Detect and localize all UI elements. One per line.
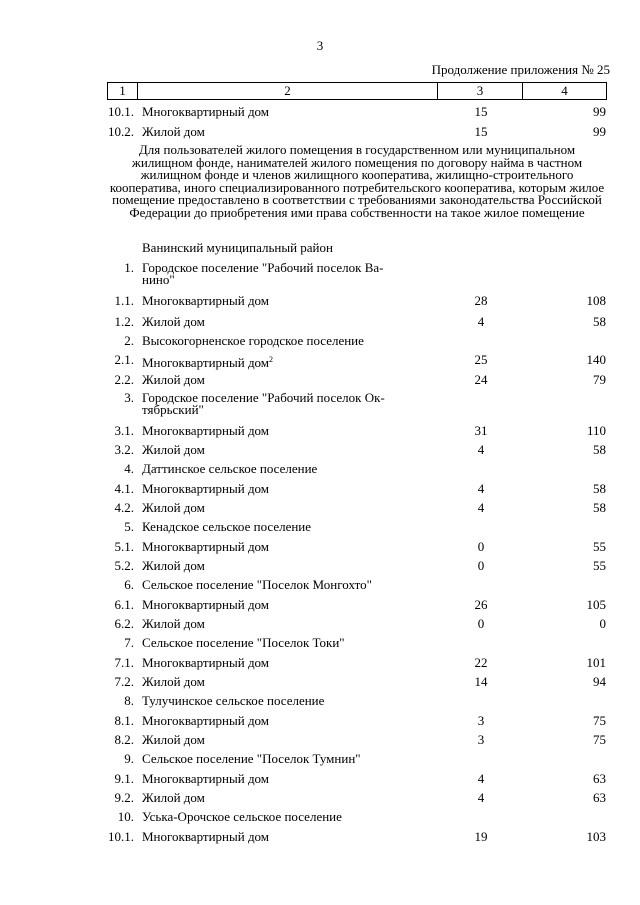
table-row: [0, 770, 640, 787]
row-col-4: 99: [593, 104, 606, 119]
row-number: 2.1.: [114, 352, 134, 367]
settlement-number: 7.: [124, 635, 134, 650]
header-col-4: 4: [561, 83, 568, 98]
row-col-4: 0: [599, 616, 606, 631]
table-row: [0, 441, 640, 458]
settlement-name: Сельское поселение "Поселок Монгохто": [142, 577, 372, 592]
settlement-number: 3.: [124, 390, 134, 405]
settlement-name: Высокогорненское городское поселение: [142, 333, 364, 348]
row-col-4: 79: [593, 372, 606, 387]
row-name: Жилой дом: [142, 372, 205, 387]
header-col-3: 3: [438, 83, 523, 99]
row-number: 5.2.: [114, 558, 134, 573]
row-name: Жилой дом: [142, 616, 205, 631]
row-col-3: 0: [477, 616, 485, 631]
row-number: 9.2.: [114, 790, 134, 805]
row-number: 7.2.: [114, 674, 134, 689]
settlement-number: 2.: [124, 333, 134, 348]
row-col-3: 4: [477, 790, 485, 805]
row-col-3: 19: [474, 829, 488, 844]
row-col-3: 14: [474, 674, 488, 689]
row-number: 4.1.: [114, 481, 134, 496]
settlement-number: 9.: [124, 751, 134, 766]
row-col-4: 75: [593, 732, 606, 747]
table-row: [0, 499, 640, 516]
settlement-number: 10.: [117, 809, 134, 824]
table-row: [0, 596, 640, 613]
row-col-3: 26: [474, 597, 488, 612]
row-number: 9.1.: [114, 771, 134, 786]
row-col-4: 63: [593, 790, 606, 805]
row-col-4: 140: [586, 352, 606, 367]
intro-paragraph: Для пользователей жилого помещения в государственном или муниципальном жилищном фонде, нанимателей жилого помещения по договору найма в частном жилищном фонде и членов жилищного кооператива, жилищно-строительного кооператива, иного специализированного потребительского кооператива, которым жилое помещение предоставлено в соответствии с требованиями законодательства Российской Федерации до приобретения ими права собственности на такое жилое помещение: [109, 142, 605, 220]
row-number: 1.2.: [114, 314, 134, 329]
row-name: Жилой дом: [142, 314, 205, 329]
row-number: 3.1.: [114, 423, 134, 438]
header-col-1: 1: [108, 83, 138, 99]
row-col-4: 58: [593, 314, 606, 329]
row-col-4: 103: [586, 829, 606, 844]
row-col-3: 15: [474, 124, 488, 139]
table-row: [0, 292, 640, 309]
settlement-heading: [0, 518, 640, 535]
row-col-3: 24: [474, 372, 488, 387]
row-col-4: 75: [593, 713, 606, 728]
row-number: 8.2.: [114, 732, 134, 747]
settlement-heading: [0, 460, 640, 477]
settlement-heading: [0, 750, 640, 767]
settlement-name: Даттинское сельское поселение: [142, 461, 318, 476]
table-row: [0, 538, 640, 555]
footnote-mark: 2: [269, 355, 274, 364]
table-row: [0, 828, 640, 845]
row-name: Многоквартирный дом: [142, 655, 270, 670]
row-number: 3.2.: [114, 442, 134, 457]
table-row: [0, 123, 640, 140]
table-header: [107, 82, 607, 100]
table-row: [0, 731, 640, 748]
district-title: Ванинский муниципальный район: [142, 240, 333, 255]
row-number: 5.1.: [114, 539, 134, 554]
settlement-name: Кенадское сельское поселение: [142, 519, 312, 534]
row-number: 10.1.: [108, 104, 134, 119]
row-col-3: 3: [477, 732, 485, 747]
row-number: 10.2.: [108, 124, 134, 139]
row-name: Многоквартирный дом$^2$: [142, 355, 274, 370]
table-row: [0, 422, 640, 439]
row-col-4: 58: [593, 442, 606, 457]
row-name: Многоквартирный дом: [142, 829, 270, 844]
table-row: [0, 654, 640, 671]
table-row: [0, 103, 640, 120]
row-name: Жилой дом: [142, 124, 205, 139]
table-row: [0, 480, 640, 497]
settlement-number: 8.: [124, 693, 134, 708]
row-col-3: 4: [477, 314, 485, 329]
row-number: 10.1.: [108, 829, 134, 844]
row-col-3: 4: [477, 442, 485, 457]
settlement-number: 4.: [124, 461, 134, 476]
table-row: [0, 712, 640, 729]
row-number: 4.2.: [114, 500, 134, 515]
row-name: Многоквартирный дом: [142, 713, 270, 728]
row-col-3: 4: [477, 500, 485, 515]
settlement-number: 1.: [124, 260, 134, 275]
settlement-name: Городское поселение "Рабочий поселок Ок- тябрьский": [142, 390, 385, 417]
row-col-3: 3: [477, 713, 485, 728]
row-name: Многоквартирный дом: [142, 771, 270, 786]
settlement-heading: [0, 634, 640, 651]
settlement-number: 6.: [124, 577, 134, 592]
row-col-4: 55: [593, 539, 606, 554]
table-row: [0, 371, 640, 388]
header-col-2: 2: [138, 83, 438, 99]
row-name: Многоквартирный дом: [142, 293, 270, 308]
row-name: Многоквартирный дом: [142, 539, 270, 554]
settlement-heading: [0, 808, 640, 825]
row-col-3: 28: [474, 293, 488, 308]
row-col-4: 108: [586, 293, 606, 308]
settlement-name: Городское поселение "Рабочий поселок Ва- нино": [142, 260, 384, 287]
row-col-4: 63: [593, 771, 606, 786]
row-col-4: 99: [593, 124, 606, 139]
table-row: [0, 789, 640, 806]
row-name: Многоквартирный дом: [142, 104, 270, 119]
row-name: Многоквартирный дом: [142, 481, 270, 496]
settlement-heading: [0, 692, 640, 709]
row-col-3: 22: [474, 655, 488, 670]
row-col-3: 31: [474, 423, 488, 438]
page-number: 3: [316, 38, 324, 53]
row-col-3: 0: [477, 539, 485, 554]
row-col-3: 4: [477, 481, 485, 496]
row-number: 7.1.: [114, 655, 134, 670]
row-col-3: 15: [474, 104, 488, 119]
table-row: [0, 557, 640, 574]
table-row: [0, 615, 640, 632]
settlement-number: 5.: [124, 519, 134, 534]
row-col-4: 110: [586, 423, 606, 438]
settlement-name: Сельское поселение "Поселок Тумнин": [142, 751, 361, 766]
row-col-3: 4: [477, 771, 485, 786]
row-number: 6.2.: [114, 616, 134, 631]
table-row: [0, 313, 640, 330]
table-row: [0, 351, 640, 368]
settlement-heading: [0, 260, 640, 287]
row-col-3: 25: [474, 352, 488, 367]
row-name: Жилой дом: [142, 674, 205, 689]
row-col-4: 55: [593, 558, 606, 573]
row-name: Многоквартирный дом: [142, 423, 270, 438]
settlement-heading: [0, 390, 640, 417]
settlement-heading: [0, 576, 640, 593]
row-col-4: 58: [593, 481, 606, 496]
settlement-name: Сельское поселение "Поселок Токи": [142, 635, 345, 650]
row-name: Жилой дом: [142, 790, 205, 805]
settlement-heading: [0, 332, 640, 349]
row-name: Жилой дом: [142, 500, 205, 515]
row-col-4: 105: [586, 597, 606, 612]
row-number: 6.1.: [114, 597, 134, 612]
row-number: 2.2.: [114, 372, 134, 387]
row-col-4: 58: [593, 500, 606, 515]
row-col-4: 94: [593, 674, 606, 689]
settlement-name: Уська-Орочское сельское поселение: [142, 809, 342, 824]
settlement-name: Тулучинское сельское поселение: [142, 693, 325, 708]
row-name: Жилой дом: [142, 442, 205, 457]
row-name: Многоквартирный дом: [142, 597, 270, 612]
row-col-4: 101: [586, 655, 606, 670]
continuation-label: Продолжение приложения № 25: [431, 62, 610, 77]
row-number: 8.1.: [114, 713, 134, 728]
table-row: [0, 673, 640, 690]
row-name: Жилой дом: [142, 558, 205, 573]
row-name: Жилой дом: [142, 732, 205, 747]
row-col-3: 0: [477, 558, 485, 573]
row-number: 1.1.: [114, 293, 134, 308]
